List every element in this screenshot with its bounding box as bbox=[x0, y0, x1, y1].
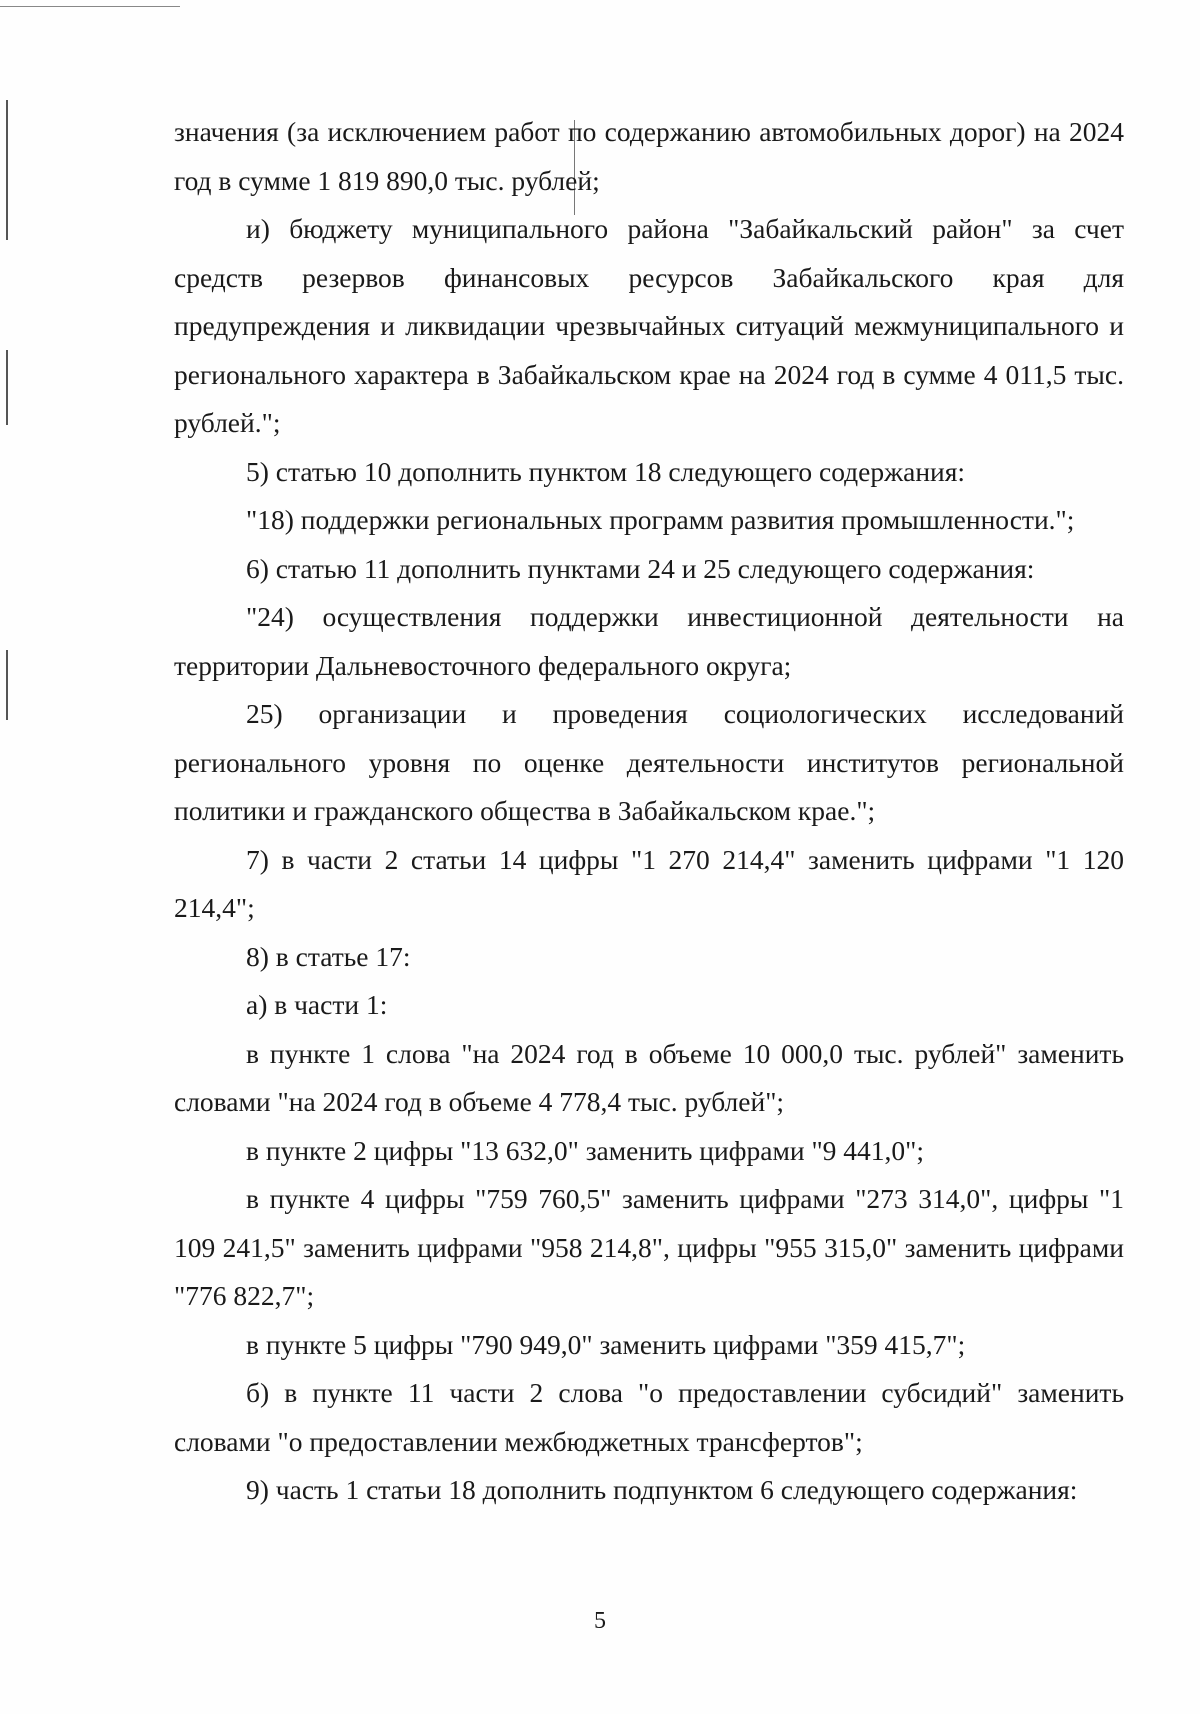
paragraph-13: в пункте 4 цифры "759 760,5" заменить цифрами "273 314,0", цифры "1 109 241,5" заменить цифрами "958 214,8", цифры "955 315,0" заменить цифрами "776 822,7"; bbox=[174, 1183, 1124, 1311]
paragraph-8: 7) в части 2 статьи 14 цифры "1 270 214,4" заменить цифрами "1 120 214,4"; bbox=[174, 843, 1124, 923]
page-number: 5 bbox=[594, 1608, 606, 1634]
scan-artifact-top bbox=[0, 6, 180, 7]
paragraph-2: и) бюджету муниципального района "Забайкальский район" за счет средств резервов финансовых ресурсов Забайкальского края для предупреждения и ликвидации чрезвычайных ситуаций межмуниципального и регионального характера в Забайкальском крае на 2024 год в сумме 4 011,5 тыс. рублей."; bbox=[174, 213, 1124, 438]
paragraph-16: 9) часть 1 статьи 18 дополнить подпунктом 6 следующего содержания: bbox=[246, 1474, 1078, 1505]
paragraph-11: в пункте 1 слова "на 2024 год в объеме 10 000,0 тыс. рублей" заменить словами "на 2024 год в объеме 4 778,4 тыс. рублей"; bbox=[174, 1037, 1124, 1117]
paragraph-3: 5) статью 10 дополнить пунктом 18 следующего содержания: bbox=[246, 455, 966, 487]
paragraph-9: 8) в статье 17: bbox=[246, 940, 411, 972]
document-body bbox=[174, 108, 1124, 1515]
paragraph-10: а) в части 1: bbox=[246, 989, 388, 1020]
paragraph-14: в пункте 5 цифры "790 949,0" заменить цифрами "359 415,7"; bbox=[246, 1328, 966, 1360]
scan-artifact-left-1 bbox=[6, 100, 8, 240]
paragraph-15: б) в пункте 11 части 2 слова "о предоставлении субсидий" заменить словами "о предоставлении межбюджетных трансфертов"; bbox=[174, 1377, 1124, 1457]
scan-artifact-left-2 bbox=[6, 350, 8, 425]
paragraph-1: значения (за исключением работ по содержанию автомобильных дорог) на 2024 год в сумме 1 819 890,0 тыс. рублей; bbox=[174, 116, 1124, 196]
paragraph-5: 6) статью 11 дополнить пунктами 24 и 25 следующего содержания: bbox=[246, 552, 1035, 584]
paragraph-6: "24) осуществления поддержки инвестиционной деятельности на территории Дальневосточного федерального округа; bbox=[174, 601, 1124, 681]
scan-artifact-left-3 bbox=[6, 650, 8, 720]
paragraph-12: в пункте 2 цифры "13 632,0" заменить цифрами "9 441,0"; bbox=[246, 1134, 925, 1166]
paragraph-4: "18) поддержки региональных программ развития промышленности."; bbox=[246, 504, 1075, 535]
paragraph-7: 25) организации и проведения социологических исследований регионального уровня по оценке деятельности институтов региональной политики и гражданского общества в Забайкальском крае."; bbox=[174, 698, 1124, 826]
